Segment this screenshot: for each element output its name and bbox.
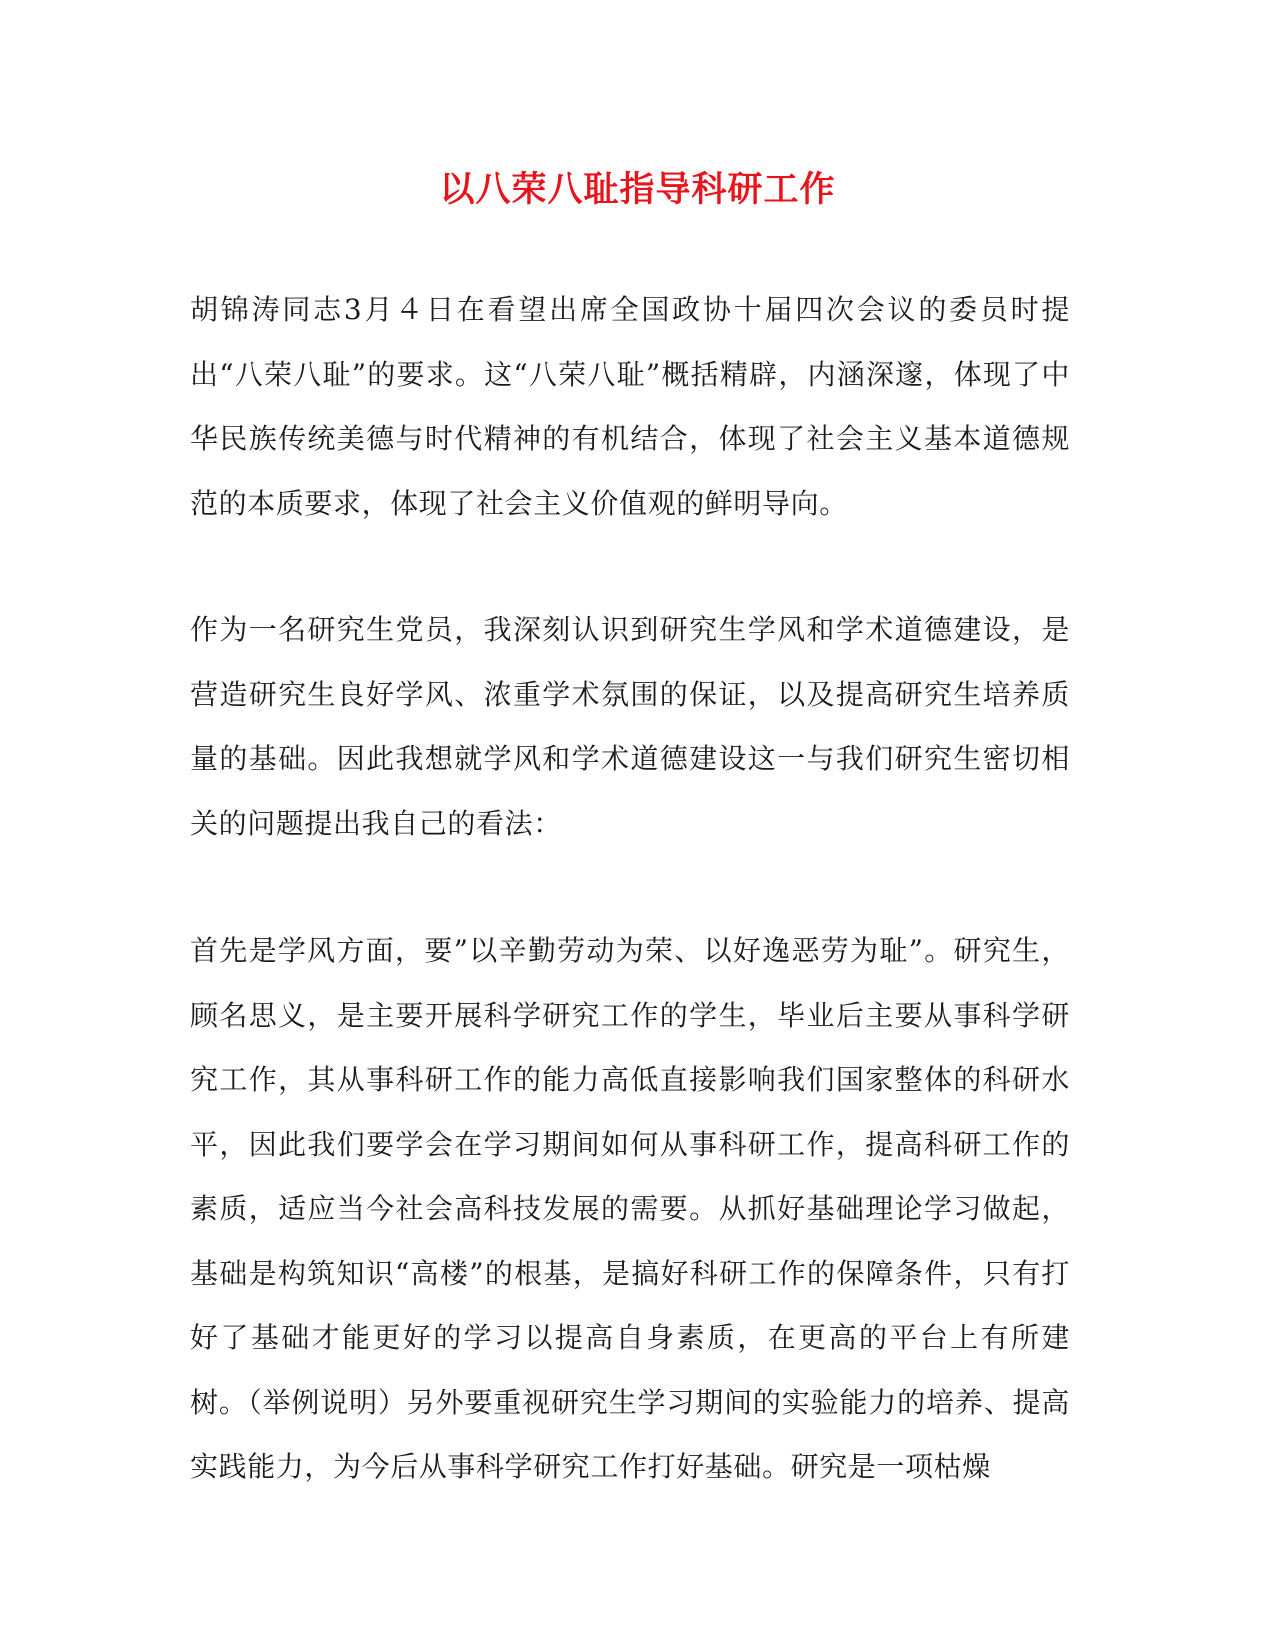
- paragraph-1: 胡锦涛同志3月４日在看望出席全国政协十届四次会议的委员时提出“八荣八耻”的要求。这“八荣八耻”概括精辟，内涵深邃，体现了中华民族传统美德与时代精神的有机结合，体现了社会主义基本道德规范的本质要求，体现了社会主义价值观的鲜明导向。: [190, 293, 1070, 520]
- paragraph-2: 作为一名研究生党员，我深刻认识到研究生学风和学术道德建设，是营造研究生良好学风、浓重学术氛围的保证，以及提高研究生培养质量的基础。因此我想就学风和学术道德建设这一与我们研究生密切相关的问题提出我自己的看法：: [190, 613, 1070, 840]
- document-title: 以八荣八耻指导科研工作: [439, 169, 836, 210]
- paragraph-1-container: [190, 278, 1070, 536]
- paragraph-2-container: [190, 598, 1070, 856]
- paragraph-3: 首先是学风方面，要”以辛勤劳动为荣、以好逸恶劳为耻”。研究生，顾名思义，是主要开展科学研究工作的学生，毕业后主要从事科学研究工作，其从事科研工作的能力高低直接影响我们国家整体的科研水平，因此我们要学会在学习期间如何从事科研工作，提高科研工作的素质，适应当今社会高科技发展的需要。从抓好基础理论学习做起，基础是构筑知识“高楼”的根基，是搞好科研工作的保障条件，只有打好了基础才能更好的学习以提高自身素质，在更高的平台上有所建树。（举例说明）另外要重视研究生学习期间的实验能力的培养、提高实践能力，为今后从事科学研究工作打好基础。研究是一项枯燥: [190, 934, 1070, 1483]
- paragraph-3-container: [190, 919, 1070, 1500]
